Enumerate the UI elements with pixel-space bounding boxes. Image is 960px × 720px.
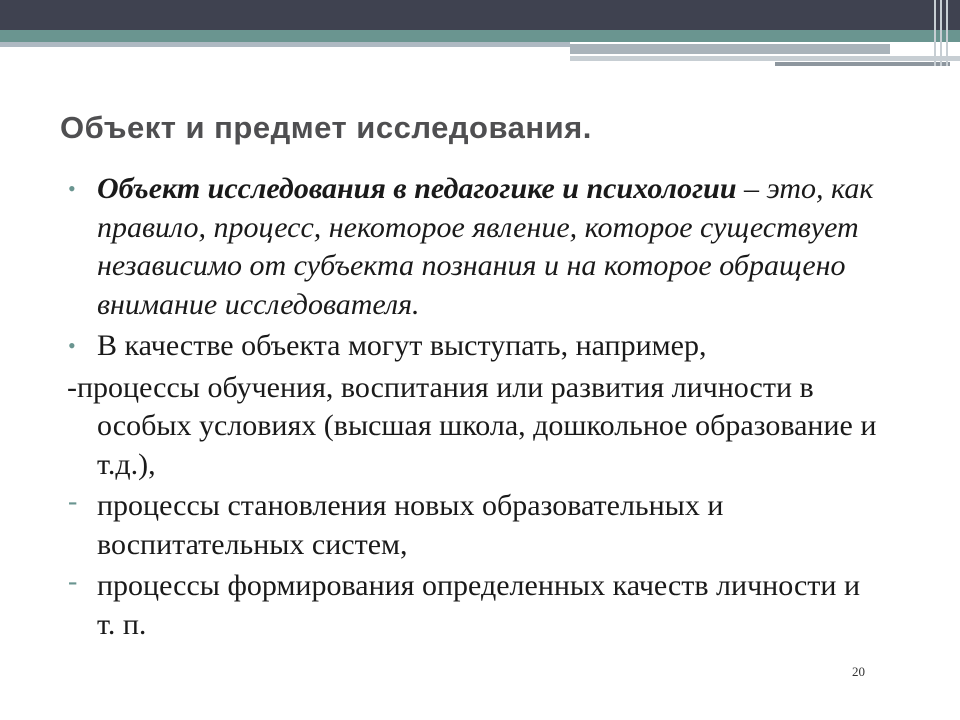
bullet-item-examples-intro xyxy=(60,327,880,366)
definition-term: Объект исследования в педагогике и психологии xyxy=(97,172,737,205)
examples-intro-text: В качестве объекта могут выступать, например, xyxy=(97,329,707,362)
bullet-item-object-definition xyxy=(60,170,880,324)
dash-item-new-systems xyxy=(60,487,880,564)
slide-title: Объект и предмет исследования. xyxy=(60,110,592,145)
dash-marker: - xyxy=(68,486,78,517)
dash-item-text: процессы становления новых образовательных и воспитательных систем, xyxy=(97,489,724,561)
slide-body xyxy=(60,170,880,647)
header-stripe xyxy=(775,62,950,66)
definition-text: – это, как правило, процесс, некоторое явление, которое существует независимо от субъекта познания и на которое обращено внимание исследователя. xyxy=(97,172,874,321)
slide-number: 20 xyxy=(852,664,865,679)
header-stripe xyxy=(570,44,890,54)
bullet-marker: • xyxy=(68,176,76,201)
dash-item-text: процессы формирования определенных качеств личности и т. п. xyxy=(97,569,861,641)
dash-marker: - xyxy=(68,566,78,597)
header-band-dark xyxy=(0,0,960,30)
header-band-light xyxy=(0,42,570,47)
example-line-learning-processes: -процессы обучения, воспитания или развития личности в особых условиях (высшая школа, дошкольное образование и т.д.), xyxy=(67,370,877,481)
header-vertical-lines xyxy=(928,0,952,66)
header-stripe xyxy=(570,56,960,61)
header-band-teal xyxy=(0,30,960,42)
bullet-marker: • xyxy=(68,333,76,358)
dash-item-qualities xyxy=(60,567,880,644)
